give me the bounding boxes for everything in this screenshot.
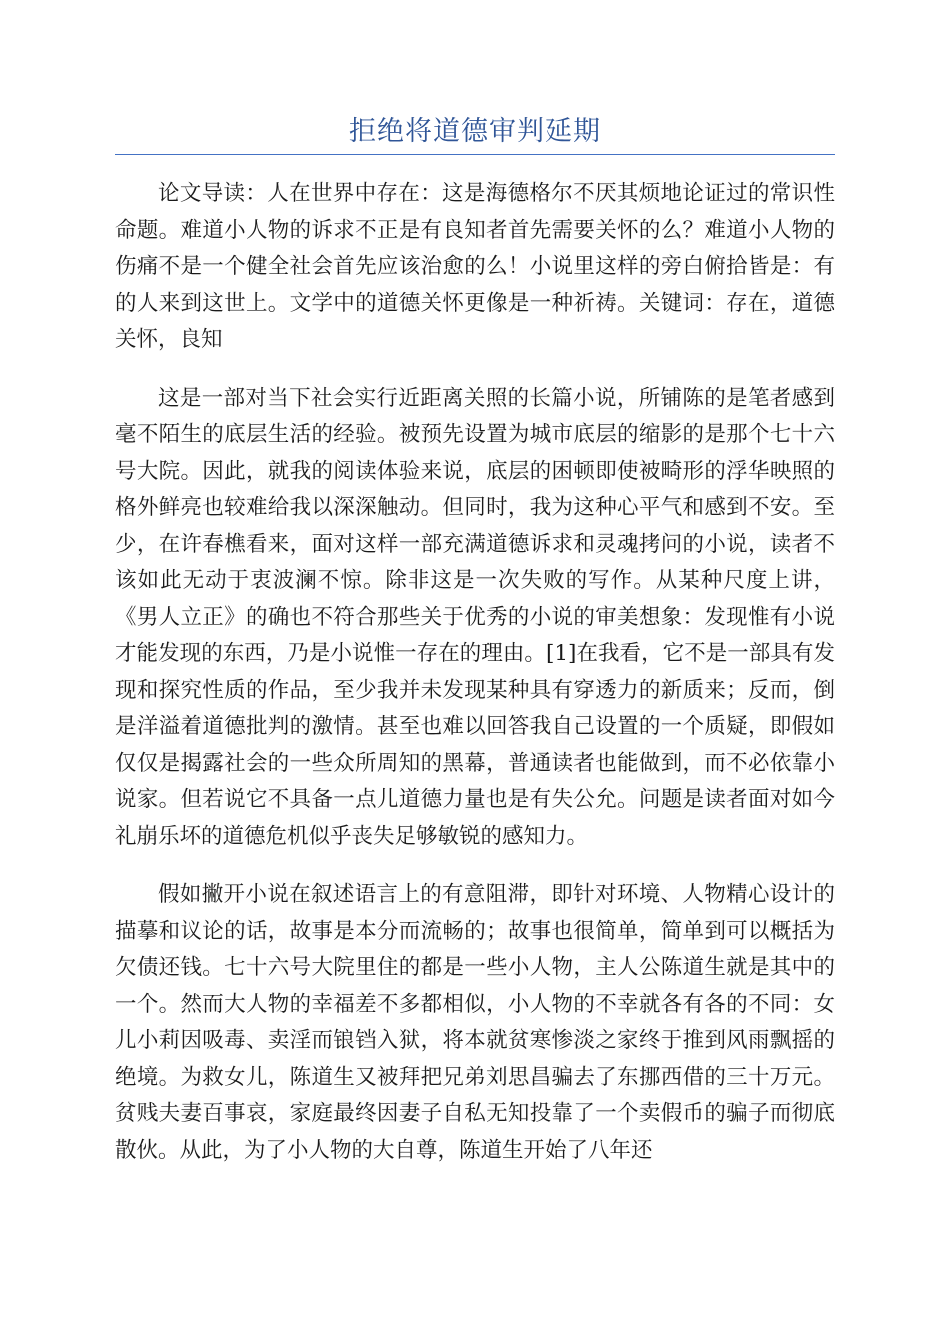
page-title: 拒绝将道德审判延期 [349,116,601,147]
body-paragraph: 假如撇开小说在叙述语言上的有意阻滞，即针对环境、人物精心设计的描摹和议论的话，故事是本分而流畅的；故事也很简单，简单到可以概括为欠债还钱。七十六号大院里住的都是一些小人物，主人公陈道生就是其中的一个。然而大人物的幸福差不多都相似，小人物的不幸就各有各的不同：女儿小莉因吸毒、卖淫而锒铛入狱，将本就贫寒惨淡之家终于推到风雨飘摇的绝境。为救女儿，陈道生又被拜把兄弟刘思昌骗去了东挪西借的三十万元。贫贱夫妻百事哀，家庭最终因妻子自私无知投靠了一个卖假币的骗子而彻底散伙。从此，为了小人物的大自尊，陈道生开始了八年还 [115,882,835,1163]
abstract-paragraph: 论文导读：人在世界中存在：这是海德格尔不厌其烦地论证过的常识性命题。难道小人物的诉求不正是有良知者首先需要关怀的么？难道小人物的伤痛不是一个健全社会首先应该治愈的么！小说里这样的旁白俯拾皆是：有的人来到这世上。文学中的道德关怀更像是一种祈祷。关键词：存在，道德关怀，良知 [115,181,835,352]
title-divider [115,154,835,155]
body-paragraph: 这是一部对当下社会实行近距离关照的长篇小说，所铺陈的是笔者感到毫不陌生的底层生活的经验。被预先设置为城市底层的缩影的是那个七十六号大院。因此，就我的阅读体验来说，底层的困顿即使被畸形的浮华映照的格外鲜亮也较难给我以深深触动。但同时，我为这种心平气和感到不安。至少，在许春樵看来，面对这样一部充满道德诉求和灵魂拷问的小说，读者不该如此无动于衷波澜不惊。除非这是一次失败的写作。从某种尺度上讲，《男人立正》的确也不符合那些关于优秀的小说的审美想象：发现惟有小说才能发现的东西，乃是小说惟一存在的理由。[1]在我看，它不是一部具有发现和探究性质的作品，至少我并未发现某种具有穿透力的新质来；反而，倒是洋溢着道德批判的激情。甚至也难以回答我自己设置的一个质疑，即假如仅仅是揭露社会的一些众所周知的黑幕，普通读者也能做到，而不必依靠小说家。但若说它不具备一点儿道德力量也是有失公允。问题是读者面对如今礼崩乐坏的道德危机似乎丧失足够敏锐的感知力。 [115,385,835,849]
document-body [115,176,835,1191]
